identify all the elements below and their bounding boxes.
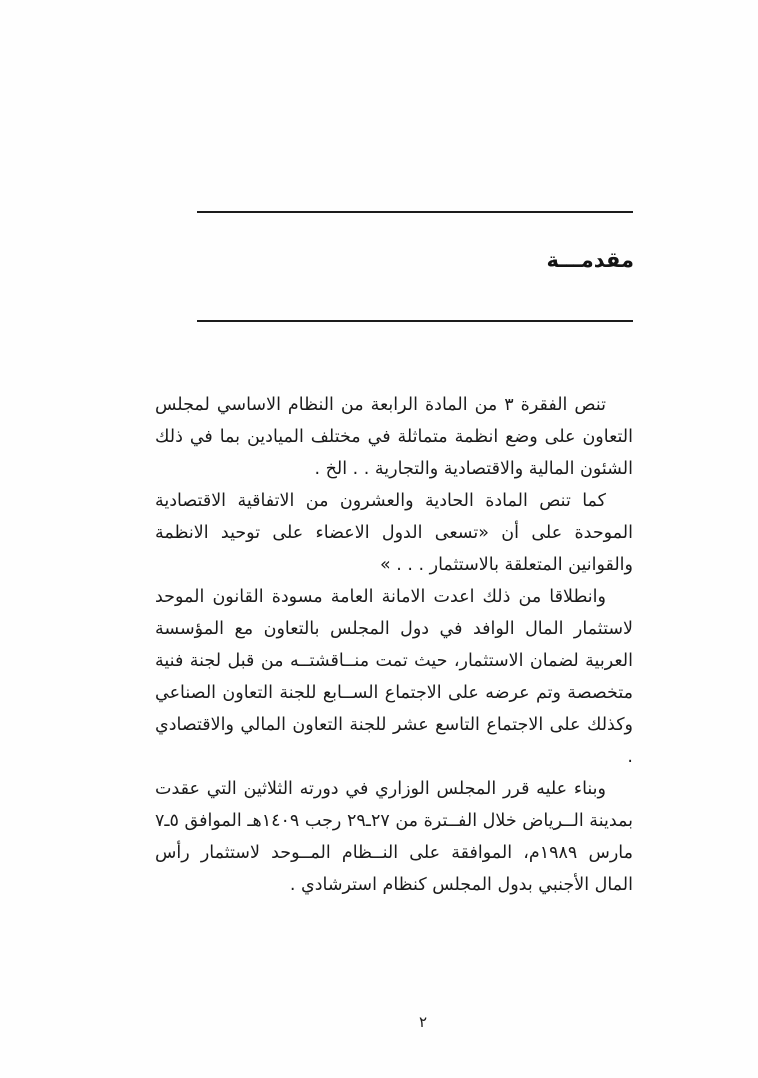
body-text bbox=[155, 389, 633, 901]
page-title: مقدمـــة bbox=[546, 248, 634, 272]
top-rule bbox=[197, 211, 633, 213]
paragraph-1: تنص الفقرة ٣ من المادة الرابعة من النظام الاساسي لمجلس التعاون على وضع انظمة متماثلة في مختلف الميادين بما في ذلك الشئون المالية والاقتصادية والتجارية . . الخ . bbox=[155, 395, 633, 479]
paragraph-2: كما تنص المادة الحادية والعشرون من الاتفاقية الاقتصادية الموحدة على أن «تسعى الدول الاعضاء على توحيد الانظمة والقوانين المتعلقة بالاستثمار . . . » bbox=[155, 491, 633, 575]
paragraph-4: وبناء عليه قرر المجلس الوزاري في دورته الثلاثين التي عقدت بمدينة الــرياض خلال الفــترة من ٢٧ـ٢٩ رجب ١٤٠٩هـ الموافق ٥ـ٧ مارس ١٩٨٩م، الموافقة على النــظام المــوحد لاستثمار رأس المال الأجنبي بدول المجلس كنظام استرشادي . bbox=[155, 779, 634, 895]
paragraph-3: وانطلاقا من ذلك اعدت الامانة العامة مسودة القانون الموحد لاستثمار المال الوافد في دول المجلس بالتعاون مع المؤسسة العربية لضمان الاستثمار، حيث تمت منــاقشتــه من قبل لجنة فنية متخصصة وتم عرضه على الاجتماع الســابع للجنة التعاون الصناعي وكذلك على الاجتماع التاسع عشر للجنة التعاون المالي والاقتصادي . bbox=[155, 587, 633, 767]
page-number: ٢ bbox=[419, 1013, 428, 1031]
bottom-rule bbox=[197, 320, 633, 322]
